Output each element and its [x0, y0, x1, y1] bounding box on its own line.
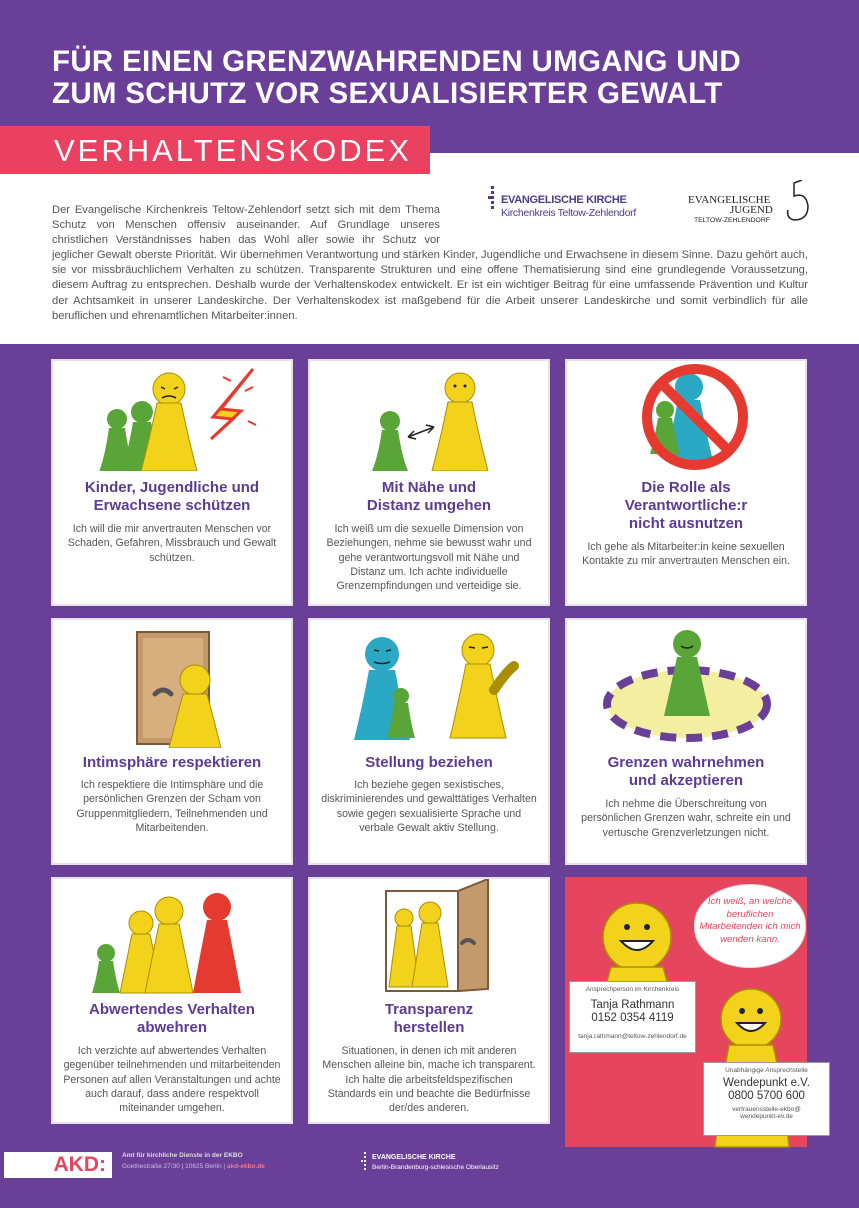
intro-paragraph: Der Evangelische Kirchenkreis Teltow-Zehlendorf setzt sich mit dem Thema Schutz von Menschen offensiv auseinander. Auf Grundlage unseres christlichen Verständnisses haben das Wohl aller sowie ihr Schutz vor jeglicher Gewalt oberste Priorität. Wir übernehmen Verantwortung und stärken Kinder, Jugendliche und Erwachsene in diesem Sinne. Dazu gehört auch, sie vor missbräuchlichem Verhalten zu schützen. Transparente Strukturen und eine offene Thematisierung sind eine grundlegende Voraussetzung, diesem Auftrag zu entsprechen. Deshalb wurde der Verhaltenskodex entwickelt. Er ist ein wichtiger Beitrag für eine umfassende Prävention und Kultur der Achtsamkeit in unserer Landeskirche. Der Verhaltenskodex ist maßgebend für die Arbeit unserer Landeskirche und somit verbindlich für alle beruflichen und ehrenamtlichen Mitarbeiter:innen. [52, 204, 808, 322]
band-label: VERHALTENSKODEX [54, 133, 412, 168]
sign2-email[interactable]: vertrauensstelle-ekbo@ [732, 1106, 801, 1113]
role-illustration [567, 361, 809, 471]
card-text: Ich weiß um die sexuelle Dimension von Beziehungen, nehme sie bewusst wahr und gehe verantwortungsvoll mit Nähe und Distanz um. Ich achte individuelle Grenzempfindungen und verteidige sie. [326, 523, 532, 593]
footer [0, 1148, 859, 1190]
card-stance [308, 618, 550, 865]
card-distance [308, 359, 550, 606]
card-title: Grenzen wahrnehmen und akzeptieren [607, 754, 765, 789]
ekbo-line2: Berlin-Brandenburg-schlesische Oberlausitz [372, 1164, 499, 1171]
ekbo-cross-icon [361, 1152, 369, 1180]
sign1-label: Ansprechperson im Kirchenkreis [585, 986, 680, 993]
sign1-name: Tanja Rathmann [590, 999, 675, 1011]
ek-logo-line2: Kirchenkreis Teltow-Zehlendorf [501, 207, 636, 219]
card-devaluing [51, 877, 293, 1124]
stance-illustration [310, 620, 552, 748]
privacy-illustration [53, 620, 295, 748]
devaluing-illustration [53, 879, 295, 997]
contact-sign-wendepunkt [703, 1062, 830, 1136]
speech-bubble: Ich weiß, an welche beruflichen Mitarbeitenden ich mich wenden kann. [694, 884, 806, 968]
sign2-phone: 0800 5700 600 [728, 1090, 805, 1102]
ej-logo-line3: TELTOW-ZEHLENDORF [694, 217, 770, 224]
title-line-1: FÜR EINEN GRENZWAHRENDEN UMGANG UND [52, 45, 741, 78]
title-line-2: ZUM SCHUTZ VOR SEXUALISIERTER GEWALT [52, 77, 723, 110]
card-title: Transparenz herstellen [384, 1001, 474, 1036]
ekbo-line1: EVANGELISCHE KIRCHE [372, 1154, 456, 1161]
card-title: Mit Nähe und Distanz umgehen [366, 479, 492, 514]
card-title: Intimsphäre respektieren [82, 754, 262, 771]
card-title: Kinder, Jugendliche und Erwachsene schützen [84, 479, 260, 514]
card-text: Situationen, in denen ich mit anderen Menschen alleine bin, mache ich transparent. Ich halte die arbeitsfeldspezifischen Standards ein und beachte die Bedürfnisse der/des anderen. [322, 1045, 536, 1115]
distance-illustration [310, 361, 552, 471]
card-text: Ich gehe als Mitarbeiter:in keine sexuellen Kontakte zu mir anvertrauten Menschen ein. [582, 541, 790, 568]
title-band [0, 126, 430, 174]
card-text: Ich verzichte auf abwertendes Verhalten gegenüber teilnehmenden und mitarbeitenden Personen auf allen Veranstaltungen und achte auch darauf, dass andere respektvoll miteinander umgehen. [63, 1045, 281, 1115]
card-title: Stellung beziehen [365, 754, 493, 771]
intro-text [52, 203, 808, 324]
sign1-phone: 0152 0354 4119 [591, 1012, 674, 1024]
protect-illustration [53, 361, 295, 471]
card-protect [51, 359, 293, 606]
boundaries-illustration [567, 620, 809, 748]
sign1-email[interactable]: tanja.rathmann@teltow-zehlendorf.de [578, 1033, 687, 1040]
sign2-label: Unabhängige Ansprechstelle [725, 1067, 808, 1074]
card-text: Ich will die mir anvertrauten Menschen vor Schaden, Gefahren, Missbrauch und Gewalt schützen. [67, 523, 277, 564]
card-boundaries [565, 618, 807, 865]
ek-logo-line1: EVANGELISCHE KIRCHE [501, 194, 627, 206]
card-title: Die Rolle als Verantwortliche:r nicht ausnutzen [624, 479, 748, 532]
card-text: Ich beziehe gegen sexistisches, diskriminierendes und gewalttätiges Verhalten sowie gegen sexualisierte Sprache und verbale Gewalt aktiv Stellung. [321, 779, 537, 834]
ej-logo-line1: EVANGELISCHE [688, 194, 771, 206]
footer-address: Goethestraße 27/30 | 10625 Berlin | akd-ekbo.de [122, 1163, 265, 1170]
akd-logo: AKD: [4, 1152, 112, 1178]
contact-sign-kirchenkreis [569, 981, 696, 1053]
card-text: Ich nehme die Überschreitung von persönlichen Grenzen wahr, schreite ein und vertusche Grenzverletzungen nicht. [581, 798, 791, 839]
sign2-name: Wendepunkt e.V. [723, 1077, 810, 1089]
card-privacy [51, 618, 293, 865]
footer-web-link[interactable]: akd-ekbo.de [226, 1163, 265, 1170]
card-transparency [308, 877, 550, 1124]
footer-org: Amt für kirchliche Dienste in der EKBO [122, 1152, 243, 1159]
card-text: Ich respektiere die Intimsphäre und die persönlichen Grenzen der Scham von Gruppenmitgliedern, Teilnehmenden und Mitarbeitenden. [76, 779, 268, 834]
ej-logo-line2: JUGEND [730, 204, 773, 216]
page-title [52, 46, 842, 110]
sign2-email-domain[interactable]: wendepunkt-ev.de [740, 1113, 793, 1120]
card-role [565, 359, 807, 606]
card-title: Abwertendes Verhalten abwehren [89, 1001, 255, 1036]
transparency-illustration [310, 879, 552, 997]
